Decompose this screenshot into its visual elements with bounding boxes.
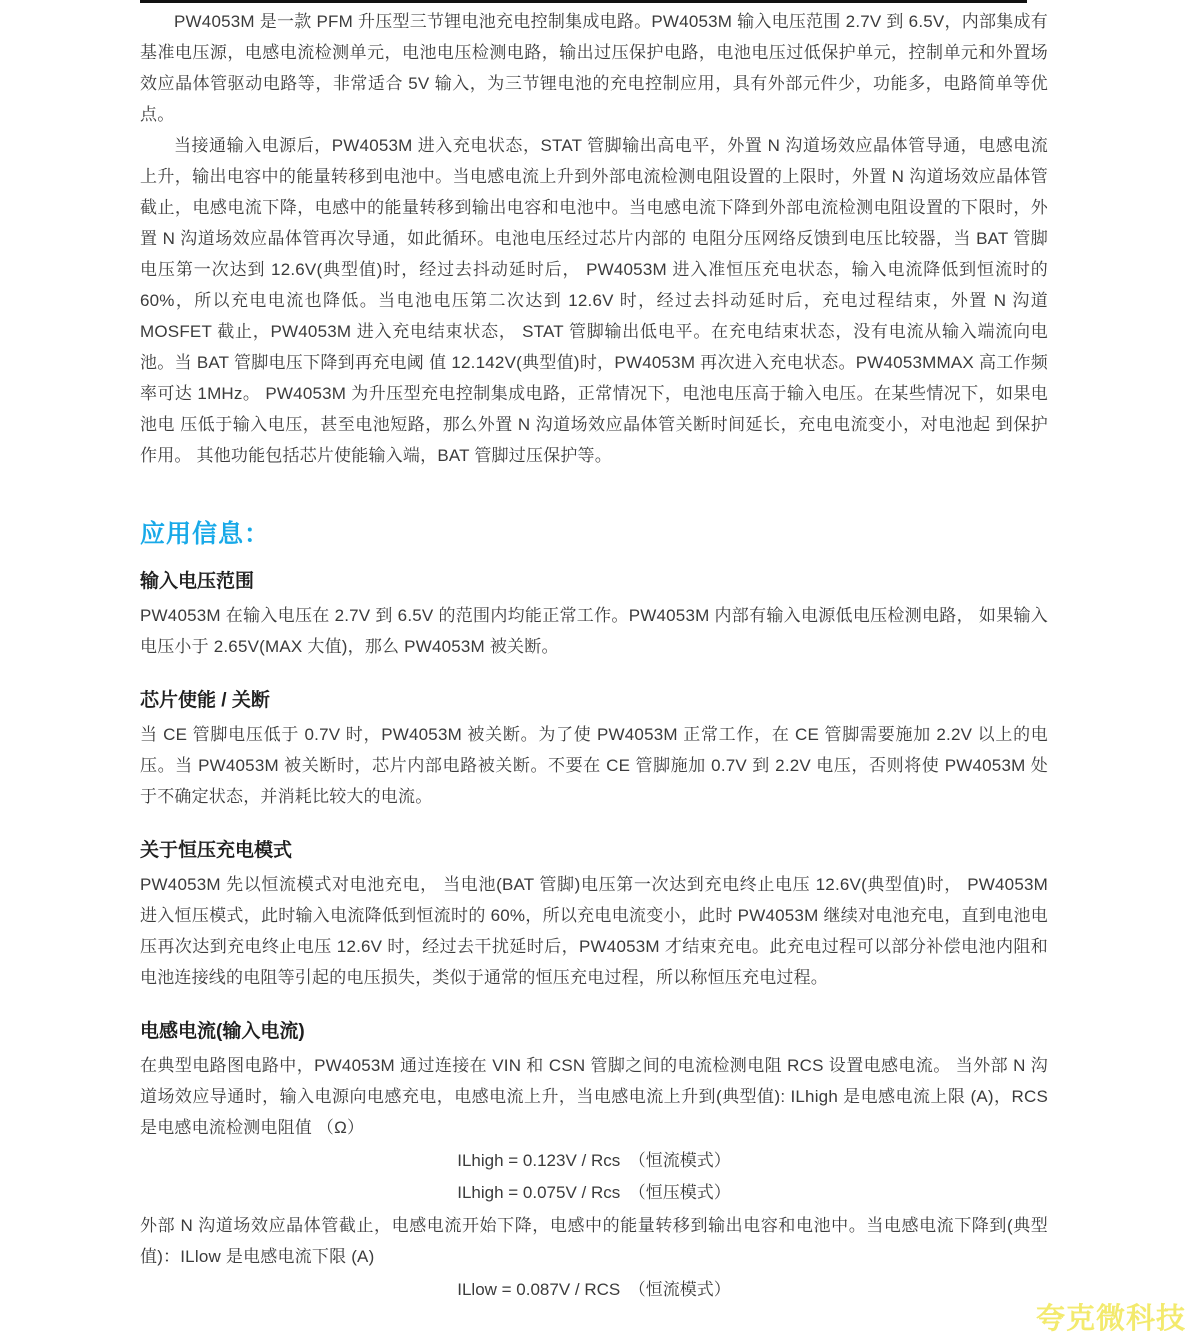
formula-block-ilhigh	[140, 1145, 1048, 1209]
section-body-input-voltage-range: PW4053M 在输入电压在 2.7V 到 6.5V 的范围内均能正常工作。PW4053M 内部有输入电源低电压检测电路， 如果输入电压小于 2.65V(MAX 大值)，那么 PW4053M 被关断。	[140, 606, 1048, 656]
formula-illow-cc: ILlow = 0.087V / RCS （恒流模式）	[457, 1280, 731, 1299]
section-body-chip-enable-shutdown: 当 CE 管脚电压低于 0.7V 时，PW4053M 被关断。为了使 PW4053M 正常工作，在 CE 管脚需要施加 2.2V 以上的电压。当 PW4053M 被关断时，芯片内部电路被关断。不要在 CE 管脚施加 0.7V 到 2.2V 电压，否则将使 PW4053M 处于不确定状态，并消耗比较大的电流。	[140, 725, 1048, 806]
section-body-inductor-current: 在典型电路图电路中，PW4053M 通过连接在 VIN 和 CSN 管脚之间的电流检测电阻 RCS 设置电感电流。 当外部 N 沟道场效应导通时，输入电源向电感充电，电感电流上升，当电感电流上升到(典型值): ILhigh 是电感电流上限 (A)，RCS 是电感电流检测电阻值 （Ω）	[140, 1056, 1048, 1137]
section-constant-voltage-mode	[140, 838, 1048, 993]
intro-paragraph-2: 当接通输入电源后，PW4053M 进入充电状态，STAT 管脚输出高电平，外置 N 沟道场效应晶体管导通，电感电流上升，输出电容中的能量转移到电池中。当电感电流上升到外部电流检测电阻设置的上限时，外置 N 沟道场效应晶体管截止，电感电流下降，电感中的能量转移到输出电容和电池中。当电感电流下降到外部电流检测电阻设置的下限时，外置 N 沟道场效应晶体管再次导通，如此循环。电池电压经过芯片内部的 电阻分压网络反馈到电压比较器，当 BAT 管脚电压第一次达到 12.6V(典型值)时，经过去抖动延时后， PW4053M 进入准恒压充电状态，输入电流降低到恒流时的 60%，所以充电电流也降低。当电池电压第二次达到 12.6V 时，经过去抖动延时后，充电过程结束，外置 N 沟道 MOSFET 截止，PW4053M 进入充电结束状态， STAT 管脚输出低电平。在充电结束状态，没有电流从输入端流向电池。当 BAT 管脚电压下降到再充电阈 值 12.142V(典型值)时，PW4053M 再次进入充电状态。PW4053MMAX 高工作频率可达 1MHz。 PW4053M 为升压型充电控制集成电路，正常情况下，电池电压高于输入电压。在某些情况下，如果电池电 压低于输入电压，甚至电池短路，那么外置 N 沟道场效应晶体管关断时间延长，充电电流变小，对电池起 到保护作用。 其他功能包括芯片使能输入端，BAT 管脚过压保护等。	[140, 136, 1048, 465]
section-heading-chip-enable-shutdown: 芯片使能 / 关断	[140, 690, 270, 711]
formula-block-illow	[140, 1274, 1048, 1306]
section-heading-input-voltage-range: 输入电压范围	[140, 571, 255, 592]
top-border-rule	[140, 0, 1027, 3]
formula-ilhigh-cc: ILhigh = 0.123V / Rcs （恒流模式）	[457, 1151, 731, 1170]
section-body-constant-voltage-mode: PW4053M 先以恒流模式对电池充电， 当电池(BAT 管脚)电压第一次达到充电终止电压 12.6V(典型值)时， PW4053M 进入恒压模式，此时输入电流降低到恒流时的 60%，所以充电电流变小，此时 PW4053M 继续对电池充电，直到电池电压再次达到充电终止电压 12.6V 时，经过去干扰延时后，PW4053M 才结束充电。此充电过程可以部分补偿电池内阻和电池连接线的电阻等引起的电压损失，类似于通常的恒压充电过程，所以称恒压充电过程。	[140, 875, 1048, 987]
section-chip-enable-shutdown	[140, 688, 1048, 812]
section-heading-constant-voltage-mode: 关于恒压充电模式	[140, 840, 293, 861]
intro-paragraph-1: PW4053M 是一款 PFM 升压型三节锂电池充电控制集成电路。PW4053M 输入电压范围 2.7V 到 6.5V，内部集成有基准电压源，电感电流检测单元，电池电压检测电路，输出过压保护电路，电池电压过低保护单元，控制单元和外置场效应晶体管驱动电路等，非常适合 5V 输入，为三节锂电池的充电控制应用，具有外部元件少，功能多，电路简单等优点。	[140, 12, 1048, 124]
watermark-brand: 夸克微科技	[1035, 1303, 1186, 1335]
section-inductor-current	[140, 1019, 1048, 1306]
document-content	[140, 6, 1048, 1307]
section-input-voltage-range	[140, 569, 1048, 662]
application-info-title: 应用信息：	[140, 520, 271, 548]
formula-ilhigh-cv: ILhigh = 0.075V / Rcs （恒压模式）	[457, 1183, 731, 1202]
section-body-inductor-current-2: 外部 N 沟道场效应晶体管截止，电感电流开始下降，电感中的能量转移到输出电容和电池中。当电感电流下降到(典型值)：ILlow 是电感电流下限 (A)	[140, 1216, 1048, 1266]
section-heading-inductor-current: 电感电流(输入电流)	[140, 1021, 305, 1042]
